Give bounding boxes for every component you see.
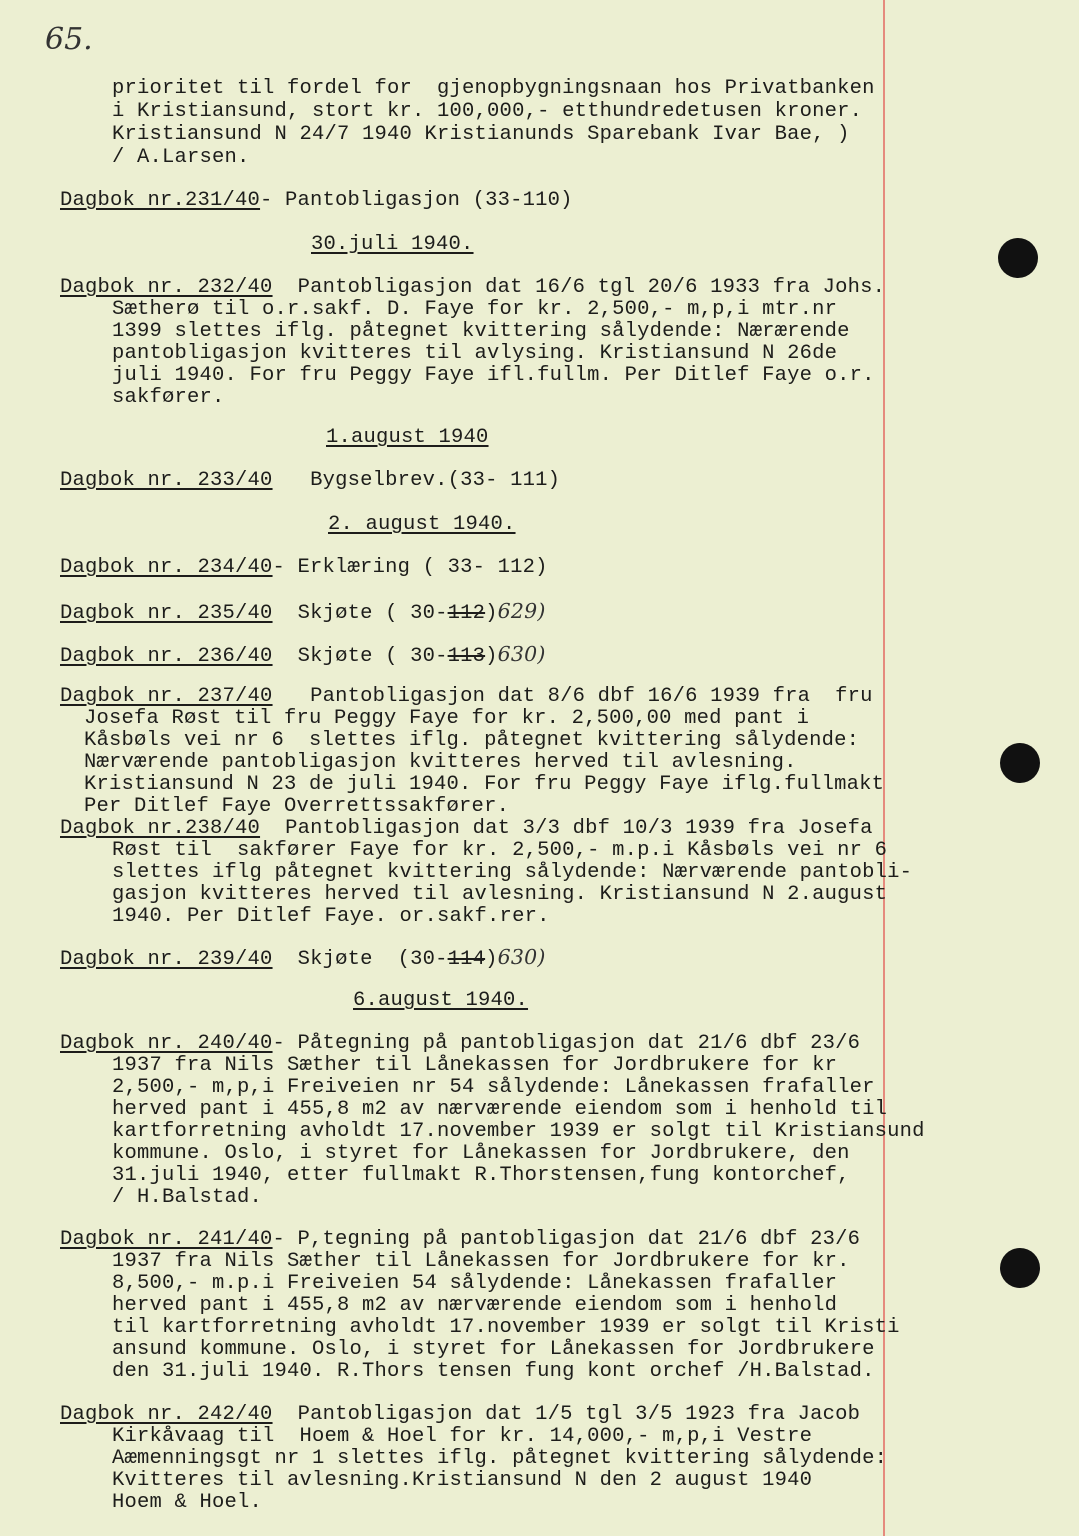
handwritten-note: 630) bbox=[497, 642, 546, 666]
entry-text: 1940. Per Ditlef Faye. or.sakf.rer. bbox=[112, 905, 550, 928]
entry-text: pantobligasjon kvitteres til avlysing. Kristiansund N 26de bbox=[112, 342, 838, 365]
entry-text: Hoem & Hoel. bbox=[112, 1491, 263, 1514]
entry-text: - Påtegning på pantobligasjon dat 21/6 dbf 23/6 bbox=[272, 1032, 861, 1055]
entry-237 bbox=[60, 686, 873, 708]
entry-text: Sætherø til o.r.sakf. D. Faye for kr. 2,500,- m,p,i mtr.nr bbox=[112, 298, 838, 321]
entry-text: 2,500,- m,p,i Freiveien nr 54 sålydende: Lånekassen frafaller bbox=[112, 1076, 875, 1099]
struck-number: 112 bbox=[447, 602, 486, 625]
entry-241 bbox=[60, 1229, 860, 1251]
punch-hole-icon bbox=[1000, 1248, 1040, 1288]
entry-text: 1937 fra Nils Sæther til Lånekassen for Jordbrukere for kr. bbox=[112, 1250, 850, 1273]
entry-text: Kristiansund N 23 de juli 1940. For fru Peggy Faye iflg.fullmakt bbox=[84, 773, 885, 796]
entry-text: gasjon kvitteres herved til avlesning. Kristiansund N 2.august bbox=[112, 883, 888, 906]
entry-text: Bygselbrev.(33- 111) bbox=[310, 469, 561, 492]
date-heading: 30.juli 1940. bbox=[311, 233, 474, 256]
entry-232 bbox=[60, 277, 885, 299]
page-number: 65. bbox=[45, 22, 93, 57]
entry-label: Dagbok nr. 234/40 bbox=[60, 556, 273, 579]
entry-text: slettes iflg påtegnet kvittering sålydende: Nærværende pantobli- bbox=[112, 861, 913, 884]
struck-number: 113 bbox=[447, 645, 486, 668]
entry-text: kartforretning avholdt 17.november 1939 er solgt til Kristiansund bbox=[112, 1120, 925, 1143]
entry-text: til kartforretning avholdt 17.november 1939 er solgt til Kristi bbox=[112, 1316, 900, 1339]
entry-text: 31.juli 1940, etter fullmakt R.Thorstensen,fung kontorchef, bbox=[112, 1164, 850, 1187]
intro-line: Kristiansund N 24/7 1940 Kristianunds Sparebank Ivar Bae, ) bbox=[112, 123, 850, 146]
entry-label: Dagbok nr. 237/40 bbox=[60, 685, 273, 708]
intro-line: / A.Larsen. bbox=[112, 146, 250, 169]
entry-label: Dagbok nr.231/40 bbox=[60, 189, 261, 212]
entry-text: ) bbox=[485, 948, 498, 971]
entry-label: Dagbok nr. 241/40 bbox=[60, 1228, 273, 1251]
entry-text: juli 1940. For fru Peggy Faye ifl.fullm. Per Ditlef Faye o.r. bbox=[112, 364, 875, 387]
entry-text: 1937 fra Nils Sæther til Lånekassen for Jordbrukere for kr bbox=[112, 1054, 838, 1077]
date-heading: 6.august 1940. bbox=[353, 989, 529, 1012]
entry-text: ) bbox=[485, 602, 498, 625]
entry-242 bbox=[60, 1404, 860, 1426]
handwritten-note: 629) bbox=[497, 599, 546, 623]
entry-text: ansund kommune. Oslo, i styret for Lånekassen for Jordbrukere bbox=[112, 1338, 875, 1361]
intro-line: prioritet til fordel for gjenopbygningsnaan hos Privatbanken bbox=[112, 77, 875, 100]
entry-text: - P,tegning på pantobligasjon dat 21/6 dbf 23/6 bbox=[272, 1228, 861, 1251]
entry-text: Pantobligasjon dat 8/6 dbf 16/6 1939 fra fru bbox=[310, 685, 873, 708]
entry-text: Skjøte (30- bbox=[297, 948, 448, 971]
entry-240 bbox=[60, 1033, 860, 1055]
entry-text: kommune. Oslo, i styret for Lånekassen for Jordbrukere, den bbox=[112, 1142, 850, 1165]
entry-text: Nærværende pantobligasjon kvitteres herved til avlesning. bbox=[84, 751, 797, 774]
entry-label: Dagbok nr. 235/40 bbox=[60, 602, 273, 625]
entry-235 bbox=[60, 600, 546, 625]
entry-text: sakfører. bbox=[112, 386, 225, 409]
entry-234 bbox=[60, 557, 548, 579]
entry-text: Josefa Røst til fru Peggy Faye for kr. 2,500,00 med pant i bbox=[84, 707, 810, 730]
entry-text: 8,500,- m.p.i Freiveien 54 sålydende: Lånekassen frafaller bbox=[112, 1272, 838, 1295]
entry-label: Dagbok nr. 232/40 bbox=[60, 276, 273, 299]
entry-238 bbox=[60, 818, 873, 840]
handwritten-note: 630) bbox=[497, 945, 546, 969]
entry-text: Kvitteres til avlesning.Kristiansund N den 2 august 1940 bbox=[112, 1469, 813, 1492]
punch-hole-icon bbox=[998, 238, 1038, 278]
entry-239 bbox=[60, 946, 546, 971]
entry-text: Skjøte ( 30- bbox=[297, 645, 448, 668]
entry-text: 1399 slettes iflg. påtegnet kvittering sålydende: Nærærende bbox=[112, 320, 850, 343]
entry-label: Dagbok nr. 239/40 bbox=[60, 948, 273, 971]
entry-text: - Erklæring ( 33- 112) bbox=[272, 556, 548, 579]
entry-text: Pantobligasjon dat 3/3 dbf 10/3 1939 fra Josefa bbox=[285, 817, 873, 840]
entry-text: Røst til sakfører Faye for kr. 2,500,- m.p.i Kåsbøls vei nr 6 bbox=[112, 839, 888, 862]
margin-line bbox=[883, 0, 885, 1536]
intro-line: i Kristiansund, stort kr. 100,000,- etthundredetusen kroner. bbox=[112, 100, 863, 123]
entry-text: herved pant i 455,8 m2 av nærværende eiendom som i henhold til bbox=[112, 1098, 888, 1121]
entry-text: den 31.juli 1940. R.Thors tensen fung kont orchef /H.Balstad. bbox=[112, 1360, 875, 1383]
entry-label: Dagbok nr. 236/40 bbox=[60, 645, 273, 668]
entry-231 bbox=[60, 190, 573, 212]
entry-text: Per Ditlef Faye Overrettssakfører. bbox=[84, 795, 510, 818]
punch-hole-icon bbox=[1000, 743, 1040, 783]
entry-label: Dagbok nr.238/40 bbox=[60, 817, 261, 840]
entry-236 bbox=[60, 643, 546, 668]
date-heading: 1.august 1940 bbox=[326, 426, 489, 449]
entry-label: Dagbok nr. 242/40 bbox=[60, 1403, 273, 1426]
entry-text: Pantobligasjon dat 1/5 tgl 3/5 1923 fra Jacob bbox=[297, 1403, 861, 1426]
entry-text: herved pant i 455,8 m2 av nærværende eiendom som i henhold bbox=[112, 1294, 838, 1317]
struck-number: 114 bbox=[447, 948, 486, 971]
entry-text: Pantobligasjon dat 16/6 tgl 20/6 1933 fra Johs. bbox=[297, 276, 886, 299]
entry-text: - Pantobligasjon (33-110) bbox=[260, 189, 573, 212]
date-heading: 2. august 1940. bbox=[328, 513, 516, 536]
entry-text: Kåsbøls vei nr 6 slettes iflg. påtegnet kvittering sålydende: bbox=[84, 729, 860, 752]
entry-text: ) bbox=[485, 645, 498, 668]
entry-text: Skjøte ( 30- bbox=[297, 602, 448, 625]
entry-233 bbox=[60, 470, 560, 492]
entry-text: Kirkåvaag til Hoem & Hoel for kr. 14,000,- m,p,i Vestre bbox=[112, 1425, 813, 1448]
entry-text: Aæmenningsgt nr 1 slettes iflg. påtegnet kvittering sålydende: bbox=[112, 1447, 888, 1470]
entry-text: / H.Balstad. bbox=[112, 1186, 263, 1209]
entry-label: Dagbok nr. 233/40 bbox=[60, 469, 273, 492]
entry-label: Dagbok nr. 240/40 bbox=[60, 1032, 273, 1055]
